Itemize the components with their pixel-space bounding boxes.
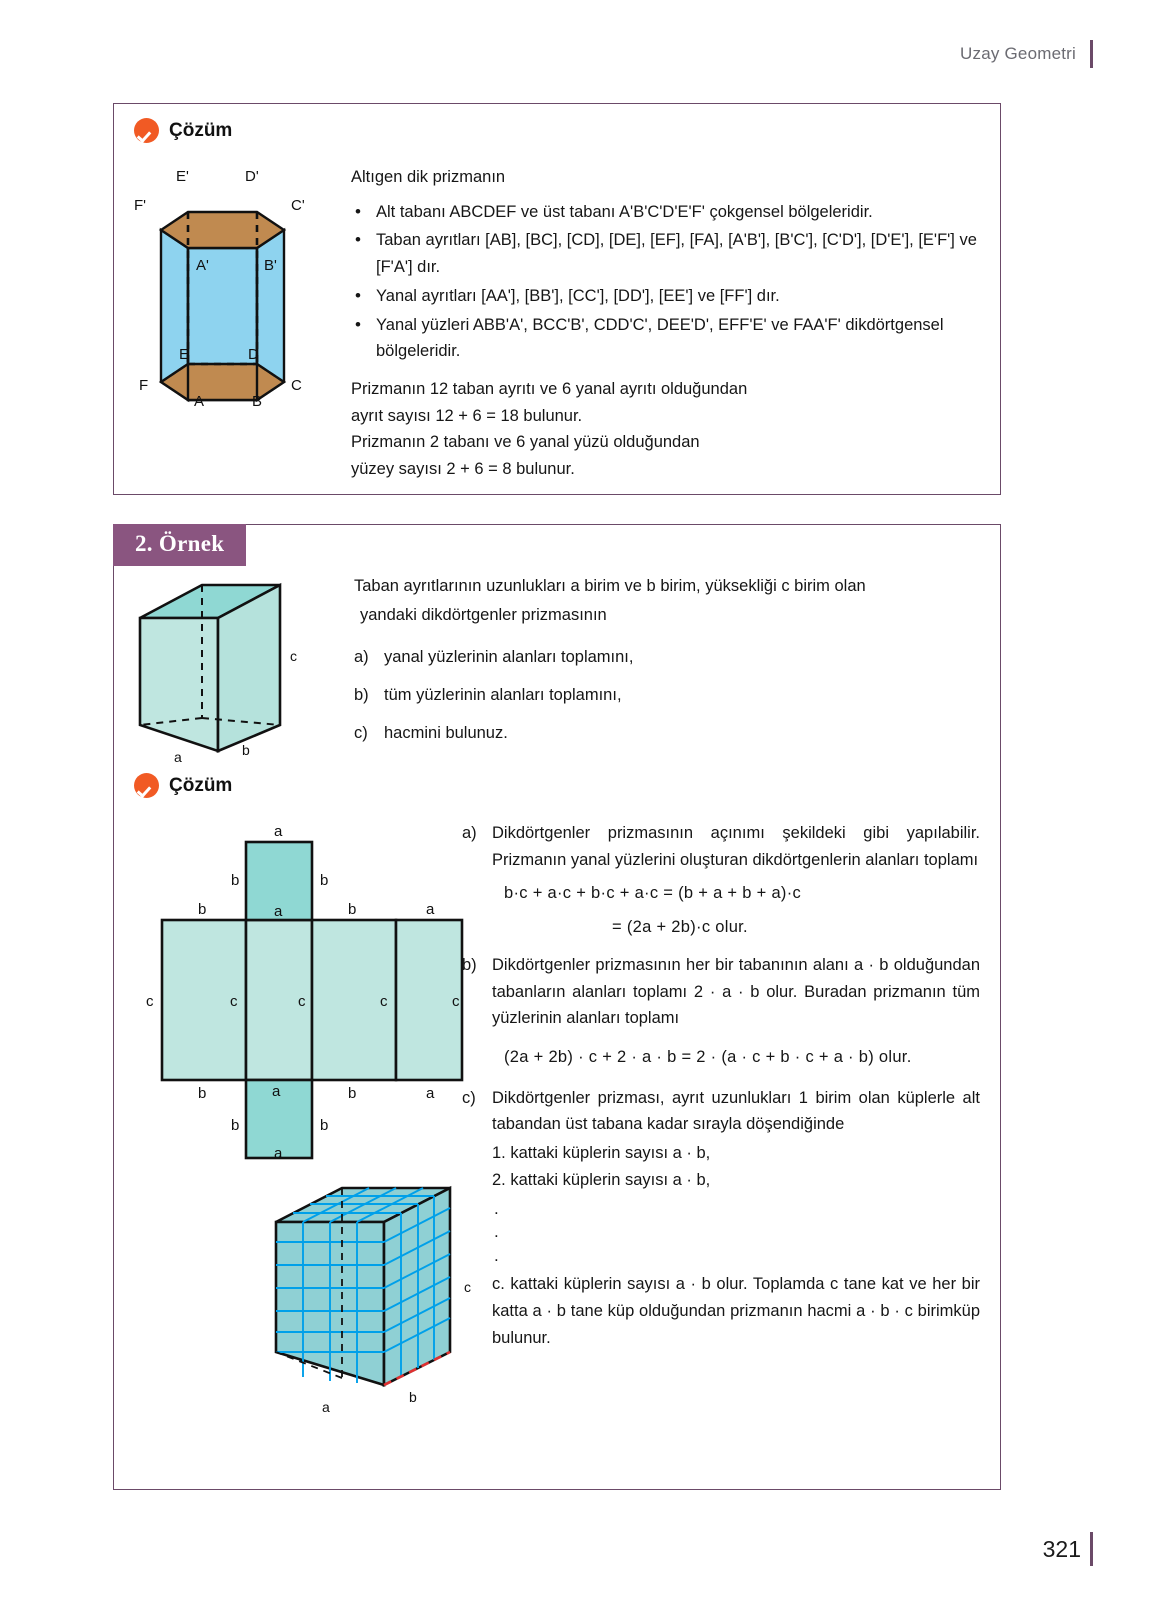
running-header: [960, 40, 1093, 68]
svg-text:b: b: [231, 872, 240, 889]
cozum-text-2: Çözüm: [169, 774, 233, 796]
svg-text:B: B: [252, 393, 263, 407]
list-item: • Taban ayrıtları [AB], [BC], [CD], [DE], [EF], [FA], [A'B'], [B'C'], [C'D'], [D'E'], [E'F'] ve [F'A'] dır.: [351, 227, 981, 280]
part-c-line-1: 1. kattaki küplerin sayısı a · b,: [492, 1144, 711, 1163]
question-text: yanal yüzlerinin alanları toplamını,: [384, 648, 634, 667]
svg-text:F': F': [134, 197, 147, 214]
example-box-2: [113, 524, 1001, 1490]
svg-text:c: c: [146, 993, 154, 1010]
question-item-c: [354, 720, 992, 747]
svg-text:c: c: [298, 993, 306, 1010]
part-text: Dikdörtgenler prizmasının her bir tabanının alanı a · b olduğundan tabanların alanları toplamı 2 · a · b olur. Buradan prizmanın tüm yüzlerinin alanları toplamı: [492, 955, 980, 1028]
solution1-closing: [351, 376, 971, 483]
header-accent-bar: [1090, 40, 1093, 68]
question-marker: b): [354, 686, 369, 705]
svg-text:D': D': [245, 168, 259, 185]
closing-line: ayrıt sayısı 12 + 6 = 18 bulunur.: [351, 406, 583, 425]
svg-text:b: b: [198, 1085, 207, 1102]
svg-text:F: F: [139, 377, 149, 394]
running-header-title: Uzay Geometri: [960, 44, 1076, 63]
part-marker: a): [462, 824, 477, 842]
footer-accent-bar: [1090, 1532, 1093, 1566]
svg-text:c: c: [290, 648, 297, 664]
svg-text:D: D: [248, 346, 259, 363]
vertical-dot: .: [494, 1198, 499, 1218]
svg-text:b: b: [320, 1117, 329, 1134]
hexagonal-prism-figure: [126, 162, 326, 407]
list-item: • Yanal yüzleri ABB'A', BCC'B', CDD'C', DEE'D', EFF'E' ve FAA'F' dikdörtgensel bölgeleridir.: [351, 312, 981, 365]
statement-line: Taban ayrıtlarının uzunlukları a birim ve b birim, yüksekliği c birim olan: [354, 577, 866, 595]
solution2-text: [462, 820, 980, 1362]
solution1-lead: Altıgen dik prizmanın: [351, 168, 506, 186]
solution-box-1: [113, 103, 1001, 495]
question-text: hacmini bulunuz.: [384, 723, 508, 742]
rectangular-prism-figure: [132, 573, 312, 763]
svg-text:b: b: [348, 1085, 357, 1102]
vertical-dot: .: [494, 1222, 499, 1242]
equation: (2a + 2b) · c + 2 · a · b = 2 · (a · c + b · c + a · b) olur.: [504, 1048, 912, 1067]
svg-text:c: c: [452, 993, 460, 1010]
equation: = (2a + 2b)·c olur.: [612, 918, 748, 937]
svg-text:c: c: [380, 993, 388, 1010]
question-text: tüm yüzlerinin alanları toplamını,: [384, 686, 622, 705]
svg-text:A: A: [194, 393, 205, 407]
page-footer: [1043, 1532, 1093, 1566]
svg-text:a: a: [274, 1145, 283, 1160]
prism-net-figure: [132, 820, 472, 1160]
svg-text:a: a: [426, 901, 435, 918]
solution-part-c: [462, 1085, 980, 1352]
svg-text:a: a: [274, 823, 283, 840]
question-item-b: [354, 682, 992, 709]
svg-text:b: b: [409, 1389, 417, 1405]
svg-text:E: E: [179, 346, 190, 363]
svg-text:a: a: [174, 749, 182, 763]
svg-text:a: a: [426, 1085, 435, 1102]
svg-text:b: b: [231, 1117, 240, 1134]
svg-text:E': E': [176, 168, 189, 185]
list-item: • Yanal ayrıtları [AA'], [BB'], [CC'], [DD'], [EE'] ve [FF'] dır.: [351, 283, 981, 310]
check-circle-icon: [134, 773, 159, 798]
svg-text:B': B': [264, 257, 277, 274]
part-marker: c): [462, 1088, 476, 1107]
statement-line: yandaki dikdörtgenler prizmasının: [360, 605, 607, 624]
svg-text:a: a: [272, 1083, 281, 1100]
svg-text:A': A': [196, 257, 209, 274]
svg-text:b: b: [320, 872, 329, 889]
solution1-text: [351, 164, 981, 367]
part-c-closing: c. kattaki küplerin sayısı a · b olur. Toplamda c tane kat ve her bir katta a · b tane küp olduğundan prizmanın hacmi a · b · c birimküp bulunur.: [492, 1275, 980, 1347]
solution-part-a: [462, 820, 980, 941]
page-number: 321: [1042, 1535, 1081, 1562]
svg-text:c: c: [464, 1279, 471, 1295]
closing-line: Prizmanın 12 taban ayrıtı ve 6 yanal ayrıtı olduğundan: [351, 380, 748, 398]
closing-line: yüzey sayısı 2 + 6 = 8 bulunur.: [351, 460, 575, 479]
part-c-line-2: 2. kattaki küplerin sayısı a · b,: [492, 1170, 711, 1189]
list-item: • Alt tabanı ABCDEF ve üst tabanı A'B'C'D'E'F' çokgensel bölgeleridir.: [351, 199, 981, 226]
svg-text:b: b: [242, 742, 250, 758]
svg-text:C: C: [291, 377, 302, 394]
cozum-label-2: [134, 773, 232, 798]
example2-statement: [354, 573, 992, 758]
svg-text:b: b: [198, 901, 207, 918]
ornek-tab-header: 2. Örnek: [113, 524, 246, 566]
svg-text:C': C': [291, 197, 305, 214]
solution1-bullet-list: [351, 199, 981, 365]
svg-text:b: b: [348, 901, 357, 918]
cozum-text-1: Çözüm: [169, 119, 233, 141]
part-text: Dikdörtgenler prizmasının açınımı şekildeki gibi yapılabilir. Prizmanın yanal yüzlerini oluşturan dikdörtgenlerin alanları toplamı: [492, 824, 980, 869]
cozum-label-1: [134, 118, 232, 143]
svg-text:a: a: [322, 1399, 330, 1415]
vertical-dot: .: [494, 1246, 499, 1266]
part-marker: b): [462, 955, 477, 974]
check-circle-icon: [134, 118, 159, 143]
equation: b·c + a·c + b·c + a·c = (b + a + b + a)·c: [504, 884, 802, 903]
svg-text:c: c: [230, 993, 238, 1010]
svg-text:a: a: [274, 903, 283, 920]
question-marker: c): [354, 723, 368, 742]
question-item-a: [354, 644, 992, 671]
part-text: Dikdörtgenler prizması, ayrıt uzunlukları 1 birim olan küplerle alt tabandan üst tabana kadar sırayla döşendiğinde: [492, 1088, 980, 1134]
closing-line: Prizmanın 2 tabanı ve 6 yanal yüzü olduğundan: [351, 433, 700, 452]
question-marker: a): [354, 648, 369, 667]
solution-part-b: [462, 952, 980, 1071]
unit-cube-prism-figure: [264, 1180, 494, 1415]
